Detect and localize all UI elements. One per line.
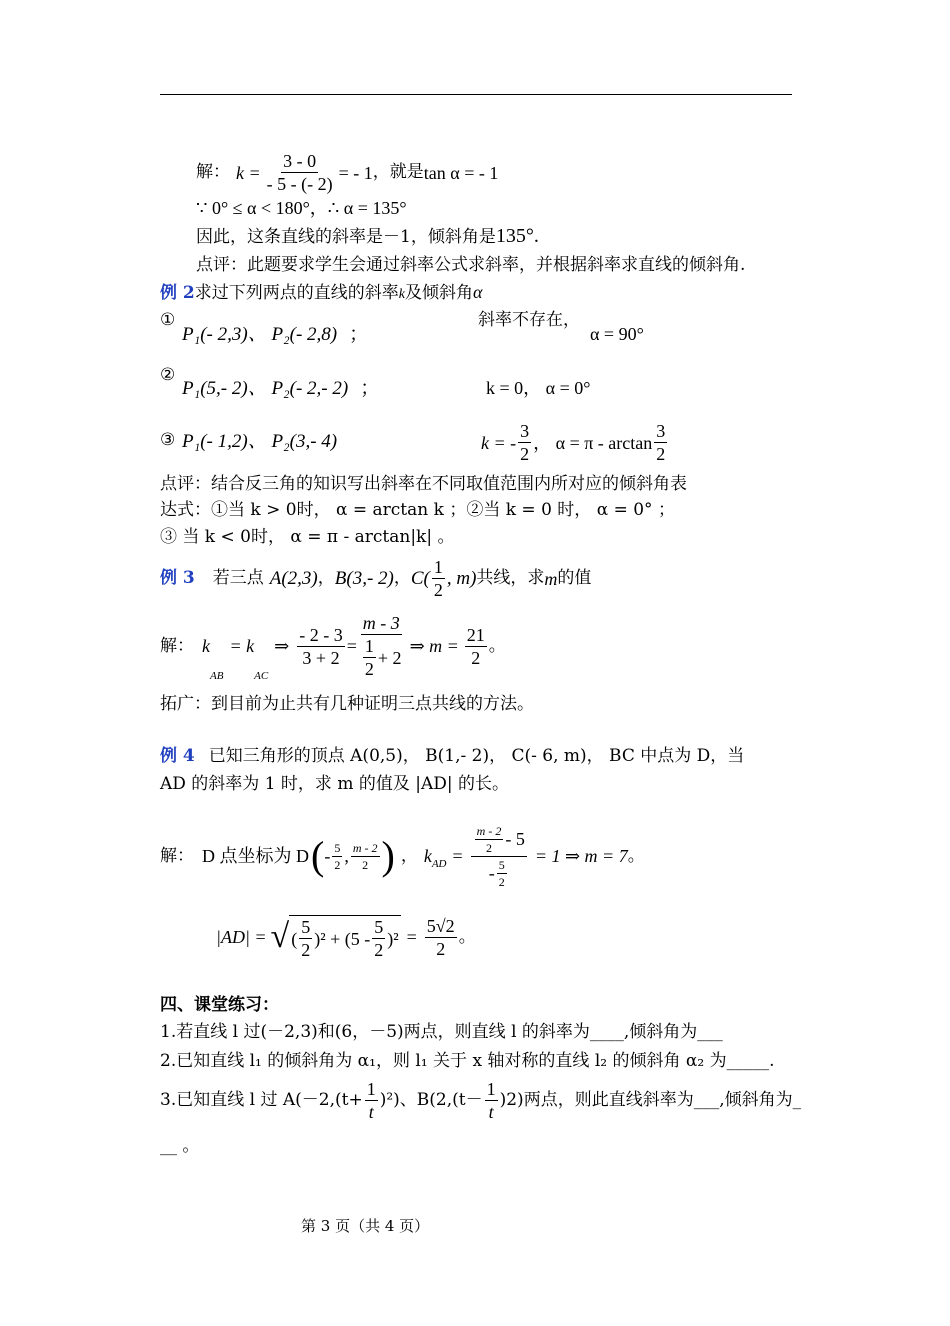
- slope-value: = - 1: [338, 162, 373, 183]
- comment-2-line-1: 点评：结合反三角的知识写出斜率在不同取值范围内所对应的倾斜角表: [160, 474, 687, 494]
- denominator: 2: [374, 940, 384, 960]
- fraction: [425, 917, 457, 958]
- denominator: 2: [656, 444, 666, 464]
- comment-2-line-3: ③ 当 k < 0时， α = π - arctan|k| 。: [160, 527, 455, 547]
- example-text: 若三点: [212, 568, 264, 588]
- denominator: - $\frac{5}{2}$: [488, 857, 505, 889]
- points-text: P₁(5,- 2)、 P₂(- 2,- 2): [182, 378, 349, 399]
- d-coordinate-text: D 点坐标为 D: [202, 846, 309, 866]
- practice-question-1: 1.若直线 l 过(－2,3)和(6，－5)两点，则直线 l 的斜率为____,倾斜角为___: [160, 1022, 723, 1042]
- solution-1-conclusion: [196, 226, 539, 246]
- example-3-solution: [160, 613, 506, 682]
- inner-fraction: [497, 859, 507, 888]
- numerator: 1: [433, 557, 443, 577]
- example-text: 的值: [557, 568, 592, 588]
- tail-term: )²: [387, 928, 399, 949]
- minus-term: - 5: [505, 829, 525, 849]
- item-1-answer: α = 90°: [590, 324, 644, 344]
- numerator: 3: [656, 421, 666, 441]
- numerator: m - 2: [352, 840, 378, 855]
- slope-fraction: [265, 152, 335, 193]
- alpha-prefix: ， α = π - arctan: [533, 432, 653, 453]
- denominator: 2: [436, 938, 446, 959]
- k-symbol: k: [202, 636, 210, 656]
- item-number: ②: [160, 365, 176, 385]
- practice-question-3: [160, 1080, 801, 1121]
- inner-fraction: [475, 825, 504, 854]
- ad-length-formula: [216, 912, 476, 962]
- solution-label: 解：: [160, 845, 194, 866]
- example-label: 例 3: [160, 568, 195, 588]
- inner-fraction: [363, 637, 376, 678]
- practice-question-2: 2.已知直线 l₁ 的倾斜角为 α₁，则 l₁ 关于 x 轴对称的直线 l₂ 的倾斜角 α₂ 为_____.: [160, 1051, 775, 1071]
- separator: ；: [349, 324, 369, 345]
- result: = 1 ⇒ m = 7: [534, 846, 628, 866]
- points-text: P₁(- 2,3)、 P₂(- 2,8): [182, 324, 338, 345]
- fraction: [372, 918, 385, 959]
- question-text: )²)、B(2,(t－: [379, 1090, 483, 1110]
- denominator: 2: [433, 580, 443, 600]
- denominator: 2: [334, 857, 341, 872]
- numerator: 1: [366, 1079, 376, 1099]
- sqrt-sign: √: [270, 918, 290, 955]
- example-text: 求过下列两点的直线的斜率: [194, 283, 399, 303]
- solution-1-formula: [196, 152, 498, 193]
- mid-term: )² + (5 -: [314, 928, 371, 949]
- k-symbol: k: [423, 846, 432, 866]
- paren: (: [291, 928, 298, 949]
- numerator: 5: [498, 857, 505, 872]
- numerator: 1: [486, 1079, 496, 1099]
- example-4-line-1: [160, 748, 744, 765]
- left-paren: (: [311, 833, 325, 878]
- fraction: [432, 558, 445, 599]
- fraction: [465, 626, 487, 667]
- numerator: [471, 825, 527, 857]
- header-rule: [160, 94, 792, 95]
- period: 。: [488, 635, 506, 656]
- extension-note: 拓广：到目前为止共有几种证明三点共线的方法。: [160, 694, 534, 714]
- period: 。: [458, 926, 476, 947]
- point-a: A(2,3): [269, 568, 318, 589]
- point-c: C(: [410, 568, 430, 589]
- equals-k: = k: [229, 636, 255, 656]
- item-number: ①: [160, 310, 176, 330]
- numerator: 5: [334, 840, 341, 855]
- numerator: 3: [520, 421, 530, 441]
- fraction: [351, 842, 380, 871]
- subscript: AD: [431, 858, 447, 870]
- result-prefix: ⇒ m =: [409, 636, 459, 656]
- numerator: m - 3: [362, 613, 400, 633]
- alpha-symbol: α: [472, 282, 483, 302]
- example-2-title: [160, 283, 482, 302]
- denominator: 3 + 2: [302, 647, 340, 668]
- denominator: t: [368, 1102, 374, 1122]
- m-symbol: m: [544, 568, 558, 589]
- fraction: [297, 626, 345, 667]
- fraction-denominator: - 5 - (- 2): [266, 174, 333, 194]
- fraction: [299, 918, 312, 959]
- numerator: m - 2: [476, 823, 502, 838]
- item-1-points: [182, 325, 368, 344]
- denominator: 2: [520, 444, 530, 464]
- period: 。: [627, 845, 645, 866]
- ad-lhs: |AD| =: [216, 927, 267, 947]
- numerator: 5√2: [426, 915, 455, 936]
- denominator: 2: [471, 647, 481, 668]
- item-3-points: P₁(- 1,2)、 P₂(3,- 4): [182, 431, 338, 452]
- item-3-answer: [481, 422, 669, 463]
- sqrt-content: [289, 915, 400, 959]
- subscript: AB: [210, 670, 224, 682]
- numerator: 5: [301, 917, 311, 937]
- tan-equation: tan α = - 1: [423, 162, 499, 183]
- separator: ，: [393, 568, 411, 588]
- k-symbol: k: [398, 287, 405, 302]
- numerator: 1: [364, 636, 374, 656]
- item-2-answer: k = 0， α = 0°: [486, 378, 591, 398]
- separator: ；: [360, 378, 380, 399]
- fraction: [359, 614, 404, 678]
- fraction: [365, 1080, 378, 1121]
- point-b: B(3,- 2): [334, 568, 394, 589]
- text: ，就是: [372, 162, 424, 182]
- solution-label: 解：: [160, 635, 194, 656]
- fraction-numerator: 3 - 0: [283, 151, 317, 171]
- item-number: ③: [160, 430, 176, 450]
- example-3-title: [160, 558, 591, 599]
- item-1-note: 斜率不存在，: [478, 310, 580, 330]
- comment-2-line-2: 达式：①当 k > 0时， α = arctan k ；②当 k = 0 时， α = 0° ；: [160, 500, 675, 520]
- denominator: 2: [364, 659, 374, 679]
- example-text: 共线，求: [476, 568, 545, 588]
- comment-1: 点评：此题要求学生会通过斜率公式求斜率，并根据斜率求直线的倾斜角.: [196, 255, 746, 275]
- big-fraction: [471, 825, 527, 888]
- k-symbol: k =: [236, 162, 261, 183]
- example-text: 已知三角形的顶点 A(0,5)， B(1,- 2)， C(- 6, m)， BC 中点为 D，当: [208, 746, 745, 766]
- numerator: - 2 - 3: [299, 624, 343, 645]
- subscript: AC: [254, 670, 269, 682]
- equals: =: [346, 636, 357, 656]
- equals: =: [406, 927, 417, 947]
- page-footer: 第 3 页（共 4 页）: [301, 1217, 430, 1235]
- practice-question-3-continuation: __ 。: [160, 1136, 200, 1156]
- fraction: [518, 422, 531, 463]
- denominator: 2: [498, 874, 505, 889]
- question-text: 3.已知直线 l 过 A(－2,(t+: [160, 1090, 363, 1110]
- practice-heading: 四、课堂练习：: [160, 995, 279, 1015]
- example-text: 及倾斜角: [404, 283, 473, 303]
- denominator: t: [488, 1102, 494, 1122]
- item-2-points: [182, 379, 379, 398]
- separator: ，: [317, 568, 335, 588]
- conclusion-text: 因此，这条直线的斜率是－1，倾斜角是: [196, 227, 496, 247]
- point-c: , m): [446, 568, 477, 589]
- example-4-line-2: AD 的斜率为 1 时，求 m 的值及 |AD| 的长。: [160, 774, 510, 794]
- example-label: 例 4: [160, 746, 195, 766]
- k-prefix: k = -: [481, 432, 517, 453]
- fraction: [332, 842, 342, 871]
- numerator: 5: [374, 917, 384, 937]
- solution-label: 解：: [196, 162, 230, 182]
- plus-term: + 2: [377, 647, 402, 668]
- example-4-solution: 解： D 点坐标为 D ( - $\frac{5}{2}$ , $\frac{m - 2}{2}$ ) ， k AD = $\frac{m - 2}{2}$ - 5 - $\frac{5}{2}$ = 1 ⇒ m = 7 。: [160, 823, 645, 889]
- question-text: )2)两点，则此直线斜率为___,倾斜角为_: [499, 1090, 802, 1110]
- denominator: 2: [485, 840, 492, 855]
- example-label: 例 2: [160, 283, 195, 303]
- right-paren: ): [381, 833, 395, 878]
- angle-range: ∵ 0° ≤ α < 180°，∴ α = 135°: [196, 198, 407, 218]
- fraction: [485, 1080, 498, 1121]
- denominator: 2: [362, 857, 369, 872]
- denominator: [359, 635, 404, 678]
- fraction: [654, 422, 667, 463]
- implies-symbol: ⇒: [274, 636, 290, 656]
- denominator: 2: [301, 940, 311, 960]
- conclusion-value: 135°.: [495, 225, 539, 247]
- numerator: 21: [466, 624, 485, 645]
